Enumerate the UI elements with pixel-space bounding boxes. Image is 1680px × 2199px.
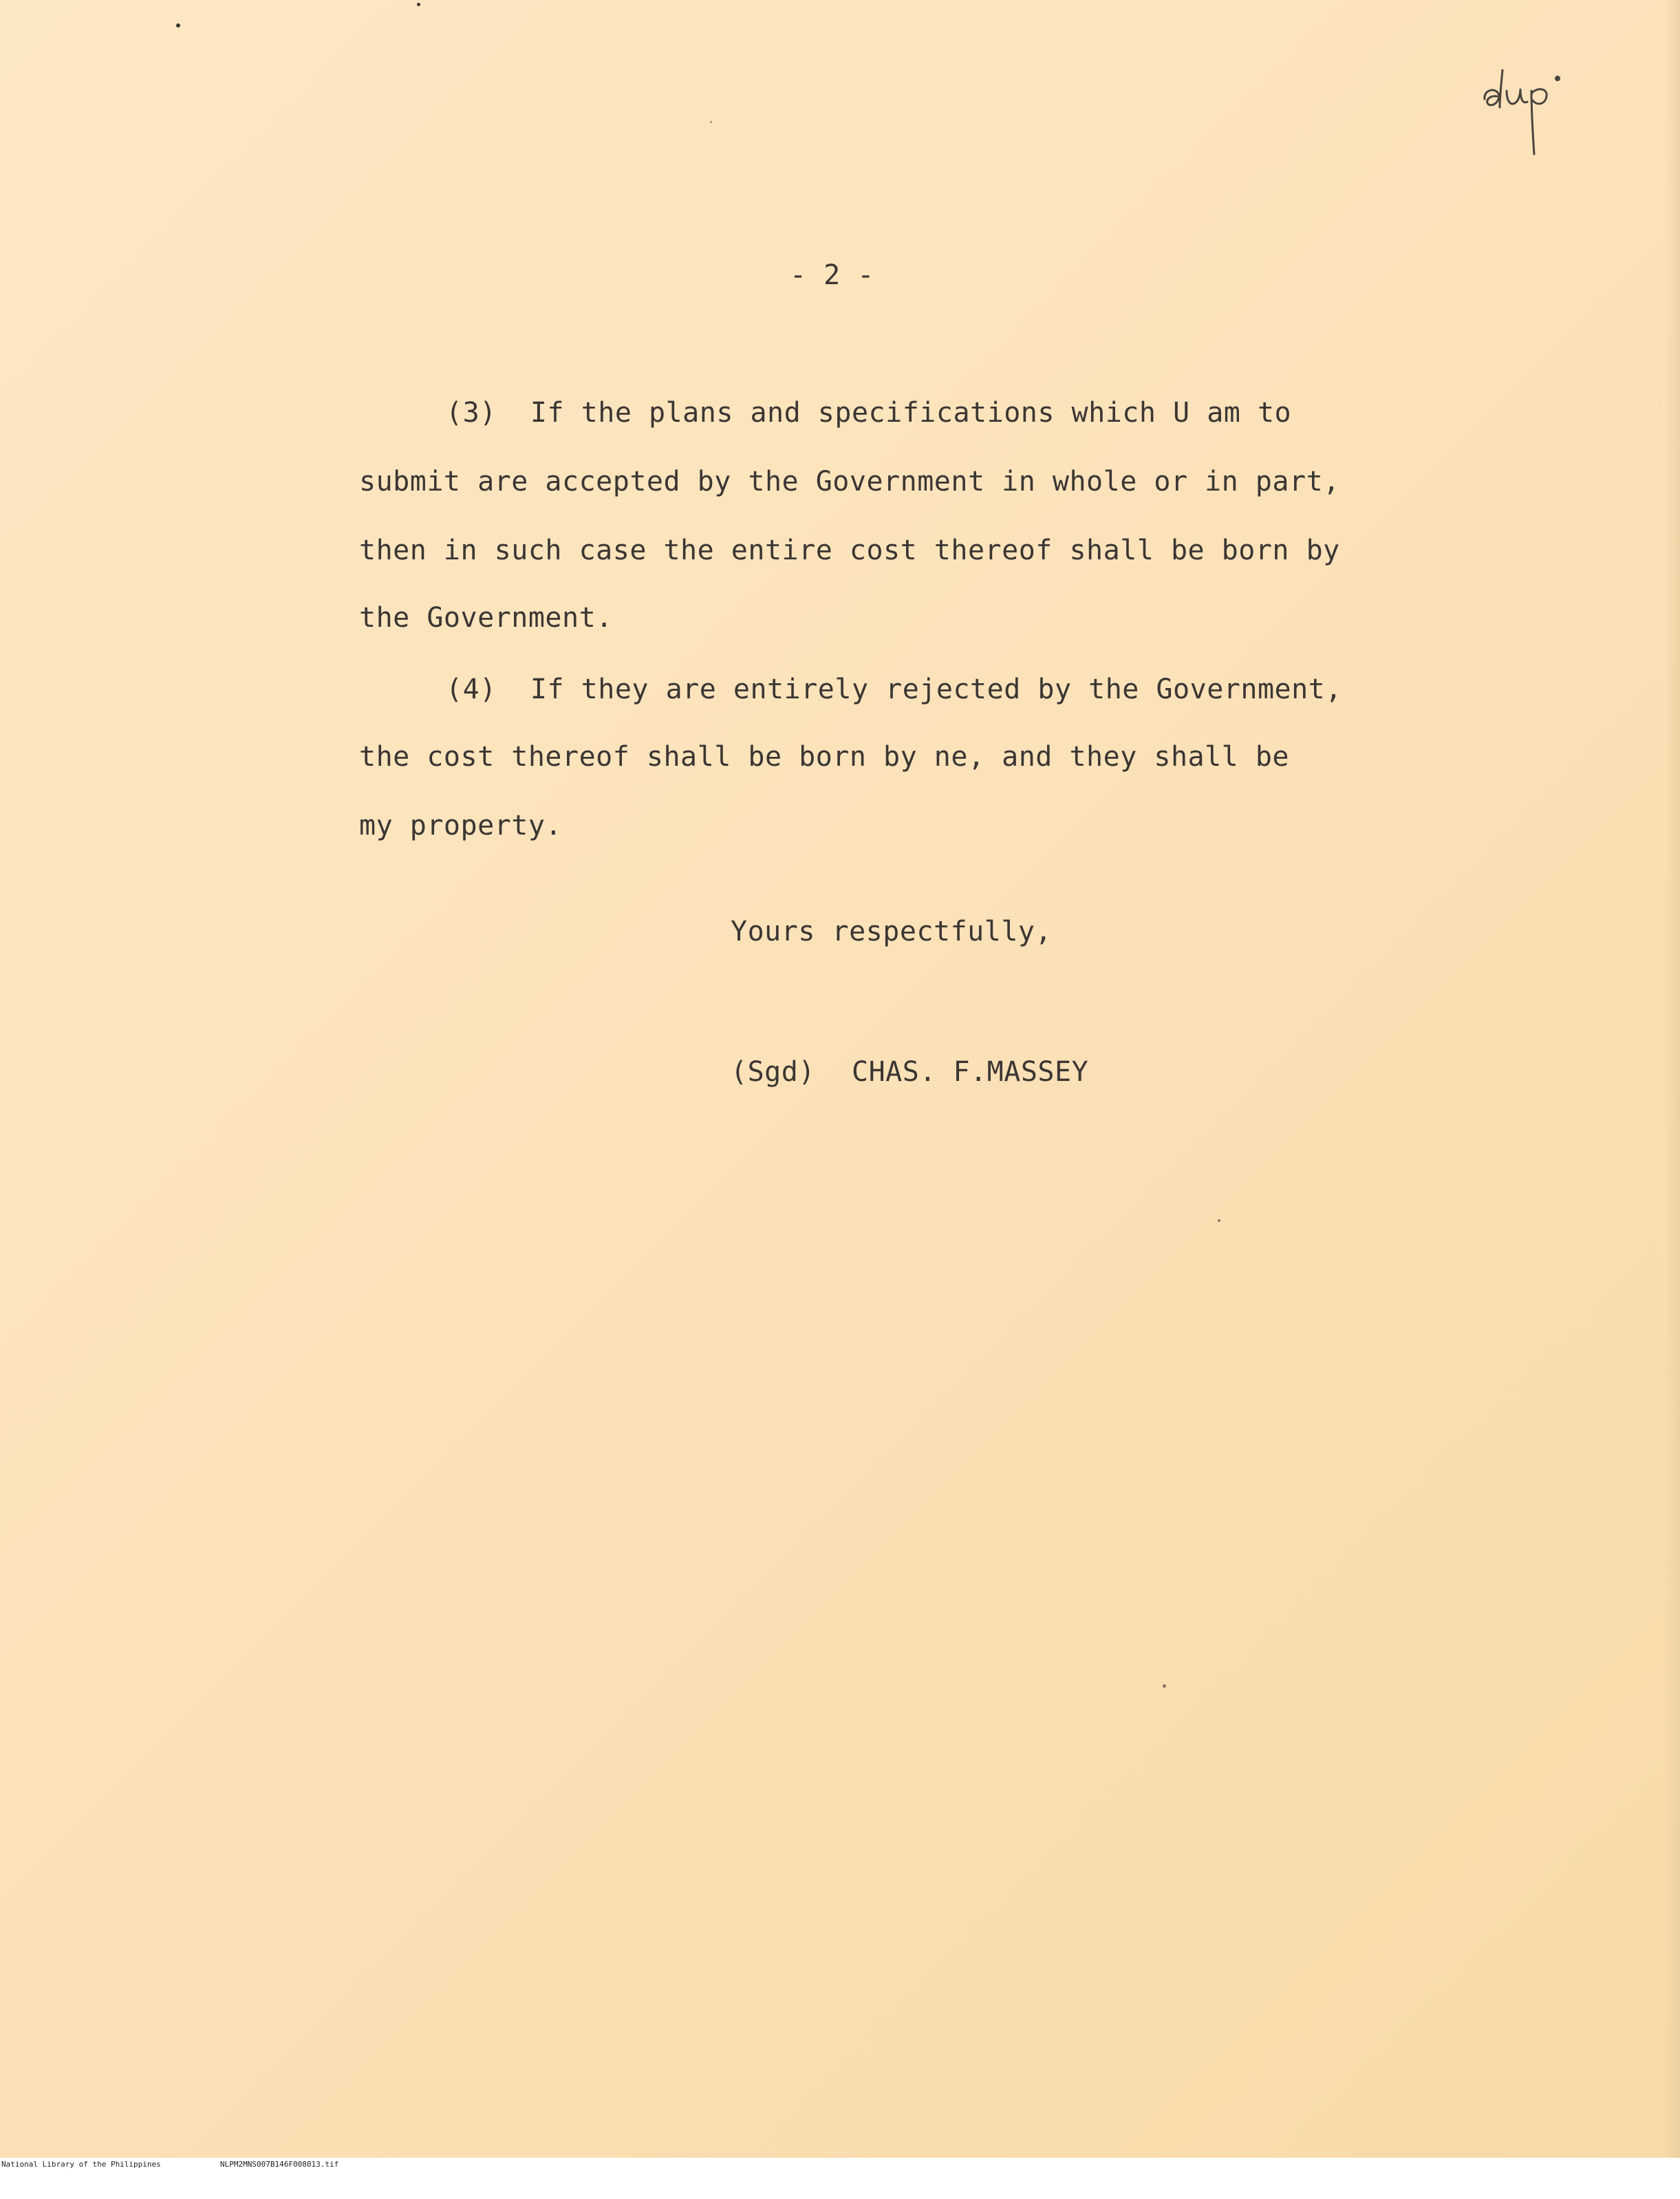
page-number: - 2 - xyxy=(790,259,874,291)
footer-source: National Library of the Philippines xyxy=(1,2160,161,2169)
footer-filename: NLPM2MNS007B146F008013.tif xyxy=(220,2160,339,2169)
handwritten-annotation-icon xyxy=(1479,56,1610,160)
paragraph-3-line-1: (3) If the plans and specifications which U am to xyxy=(446,397,1292,429)
ink-speck xyxy=(1218,1219,1220,1222)
paragraph-4-line-3: my property. xyxy=(359,810,562,841)
ink-speck xyxy=(417,3,420,6)
ink-speck xyxy=(176,23,180,28)
paragraph-3-line-4: the Government. xyxy=(359,602,613,634)
signature-name: CHAS. F.MASSEY xyxy=(852,1056,1089,1088)
paragraph-3-line-3: then in such case the entire cost thereof shall be born by xyxy=(359,535,1340,566)
closing-salutation: Yours respectfully, xyxy=(731,916,1053,947)
scan-footer xyxy=(0,2158,1680,2171)
ink-speck xyxy=(710,121,712,123)
signature-label: (Sgd) xyxy=(731,1056,815,1088)
ink-speck xyxy=(1163,1684,1166,1688)
paragraph-4-line-2: the cost thereof shall be born by ne, and they shall be xyxy=(359,741,1290,773)
paragraph-3-line-2: submit are accepted by the Government in whole or in part, xyxy=(359,466,1340,497)
paragraph-4-line-1: (4) If they are entirely rejected by the Government, xyxy=(446,674,1342,705)
